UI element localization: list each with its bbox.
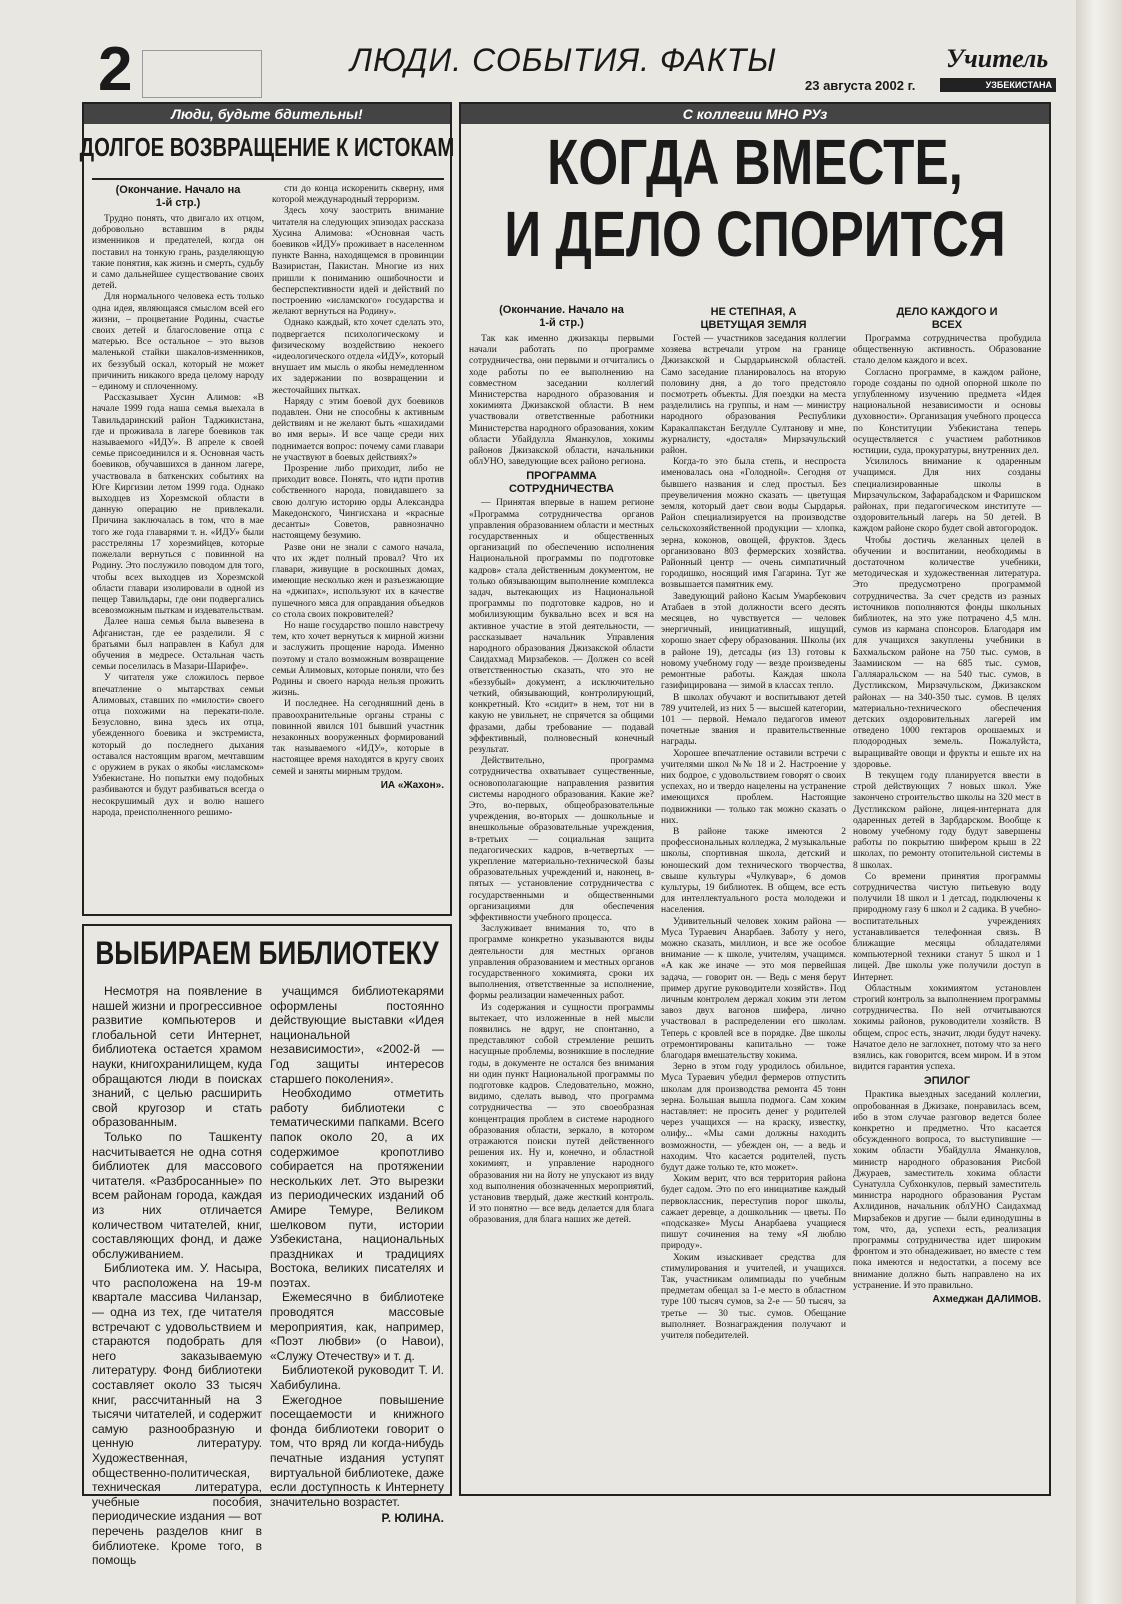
article1-body bbox=[92, 178, 444, 912]
paragraph: Гостей — участников заседания коллегии хозяева встречали утром на границе Джизакской и Сырдарьинской областей. Само заседание планировалось на вторую половину дня, а до того предстояло посмотреть объекты. Для поездки на места разделились на группы, и нам — министру народного образования Республики Каракалпакстан Бегдулле Султанову и мне, журналисту, «досталя» Мирзачульский район. bbox=[661, 334, 846, 457]
article3-sub-epilogue: ЭПИЛОГ bbox=[923, 1075, 971, 1088]
paragraph: Зерно в этом году уродилось обильное, Муса Тураевич убедил фермеров отпустить школам для производства ремонта 45 тонн зерна. Большая вышла подмога. Сам хоким наставляет: не просить денег у родителей через учащихся — на краску, известку, олифу... «Мы сами должны находить возможности, — убежден он, — а ведь и находим. Что касается родителей, пусть будут даже только те, кто может». bbox=[661, 1062, 846, 1174]
article2-headline: ВЫБИРАЕМ БИБЛИОТЕКУ bbox=[95, 935, 439, 971]
paragraph: Необходимо отметить работу библиотеки с тематическими папками. Всего папок около 20, а их содержимое кропотливо собирается на протяжении нескольких лет. Это вырезки из периодических изданий об Амире Темуре, Великом шелковом пути, истории Узбекистана, национальных праздниках и традициях Востока, великих писателях и поэтах. bbox=[270, 1086, 444, 1290]
paragraph: Действительно, программа сотрудничества охватывает существенные, основополагающие направления развития системы народного образования. Какие же? Это, во-первых, общеобразовательные учреждения, во-вторых — дошкольные и внешкольные образовательные учреждения, в-третьих — социальная защита педагогических кадров, в-четвертых — укрепление материально-технической базы образовательных учреждений и, наконец, в-пятых — установление сотрудничества с государственными и общественными организациями для обеспечения эффективности учебного процесса. bbox=[469, 756, 654, 923]
paragraph: В текущем году планируется ввести в строй действующих 7 новых школ. Уже закончено строительство школы на 320 мест в Дустликском районе, лицея-интерната для одаренных детей в Зарбдарском. Вообще к новому учебному году будут завершены работы по покрытию шифером крыш в 22 школах, по ремонту отопительной системы в 8 школах. bbox=[853, 770, 1041, 871]
paragraph: Когда-то это была степь, и неспроста именовалась она «Голодной». Сегодня от бывшего названия и след простыл. Без преувеличения можно сказать — цветущая земля, который дает свои воды Сырдарья. Район специализируется на производстве сельскохозяйственной продукции — хлопка, зерна, коконов, овощей, фруктов. Здесь организовано 803 фермерских хозяйства. Районный центр — очень симпатичный городишко, носящий имя Гагарина. Тут же возвышается памятник ему. bbox=[661, 457, 846, 591]
article1-continuation: (Окончание. Начало на 1-й стр.) bbox=[115, 184, 241, 209]
article3-rubric: С коллегии МНО РУз bbox=[461, 104, 1049, 124]
article1-signature: ИА «Жахон». bbox=[380, 779, 444, 791]
paragraph: Так как именно джизакцы первыми начали работать по программе сотрудничества, они первыми и отчитались о ходе работы по ее выполнению на совместном заседании коллегий Министерства народного образования и хокимията Джизакской области. В нем участвовали ответственные работники Министерства народного образования, хоким области Убайдулла Яманкулов, хокимы районов Джизакской области, начальники облУНО, заведующие всех районо региона. bbox=[469, 334, 654, 468]
article3-headline-line1: КОГДА ВМЕСТЕ, bbox=[547, 126, 963, 198]
paragraph: Заведующий районо Касым Умарбекович Атабаев в этой должности всего десять месяцев, но чувствуется — человек энергичный, инициативный, ищущий, хорошо знает сферу образования. Школы (их в районе 19), детсады (из 13) готовы к новому учебному году — везде произведены ремонтные работы. Каждая школа газифицирована — зимой в классах тепло. bbox=[661, 591, 846, 692]
paragraph: Усилилось внимание к одаренным учащимся. Для них созданы специализированные школы в Мирзачульском, Зафарабадском и Фаришском районах, при педагогическом институте — оздоровительный лагерь на 50 детей. В каждом районе скоро будет свой автогородок. bbox=[853, 457, 1041, 535]
paragraph: Прозрение либо приходит, либо не приходит вовсе. Понять, что идти против собственного народа, повидавшего за свою долгую историю орды Александра Македонского, Чингисхана и «красные десанты» Советов, равнозначно настоящему безумию. bbox=[272, 464, 444, 542]
library-stamp bbox=[142, 50, 262, 98]
article1-headline: ДОЛГОЕ ВОЗВРАЩЕНИЕ К ИСТОКАМ bbox=[79, 132, 455, 162]
paragraph: Со времени принятия программы сотрудничества чистую питьевую воду получили 18 школ и 1 детсад, подключены к природному газу 6 школ и 2 садика. В учебно-воспитательных учреждениях устанавливается телефонная связь. В ближащие месяцы обладателями компьютерной техники станут 5 школ и 1 лицей. Две школы уже получили доступ в Интернет. bbox=[853, 871, 1041, 983]
article-long-return bbox=[79, 102, 455, 916]
article1-column-2 bbox=[272, 184, 444, 908]
paragraph: Из содержания и сущности программы вытекает, что изложенные в ней мысли появились не вдруг, не спонтанно, а представляют собой стремление решить насущные проблемы, возникшие в последние годы, в документе не остался без внимания ни один пункт Национальной программы по подготовке кадров. Следовательно, можно, видимо, сделать вывод, что программа сотрудничества — это своеобразная концентрация проблем в системе народного образования области, зеркало, в котором отражаются поиски путей действенного решения их. Ну и, конечно, и областной хокимият, и управление народного образования ни на йоту не упускают из виду ход выполнения обозначенных мероприятий, установив твердый, даже жесткий контроль. И это понятно — все ведь делается для блага образования, для блага наших же детей. bbox=[469, 1002, 654, 1226]
paragraph: Хоким изыскивает средства для стимулирования и учителей, и учащихся. Так, участникам олимпиады по учебным предметам обещал за 1-е место в областном туре 100 тысяч сумов, за 2-е — 50 тысяч, за третье — 30 тыс. сумов. Обещание выполняет. Вознаграждения получают и учителя победителей. bbox=[661, 1252, 846, 1342]
article1-column-1 bbox=[92, 184, 264, 908]
article3-sub-program: ПРОГРАММА СОТРУДНИЧЕСТВА bbox=[509, 470, 614, 496]
paragraph: Для нормального человека есть только одна идея, являющаяся смыслом всей его жизни, – процветание Родины, счастье своих детей и благословение отца с матерью. Все остальное – это вызов маленькой стайки шакалов-изменников, их беззубый оскал, который не может причинить никакого вреда целому народу – единому и сплоченному. bbox=[92, 292, 264, 393]
article3-signature: Ахмеджан ДАЛИМОВ. bbox=[932, 1294, 1041, 1306]
paragraph: В районе также имеются 2 профессиональных колледжа, 2 музыкальные школы, спортивная школа, детский и юношеский дом технического творчества, свыше культуры «Чулкувар», 6 домов культуры, 19 библиотек. В общем, все есть для интеллектуального роста молодежи и населения. bbox=[661, 826, 846, 916]
paragraph: Хорошее впечатление оставили встречи с учителями школ №№ 18 и 2. Настроение у них бодрое, с удовольствием говорят о своих успехах, но и твердо нацелены на устранение имеющихся проблем. Настоящие подвижники — только так можно сказать о них. bbox=[661, 748, 846, 826]
paragraph: Наряду с этим боевой дух боевиков подавлен. Они не способны к активным действиям и не желают быть «шахидами во имя веры». И все чаще среди них поднимается вопрос: почему сами главари не участвуют в боевых действиях?» bbox=[272, 396, 444, 463]
article-together bbox=[459, 102, 1051, 1496]
paragraph: Однако каждый, кто хочет сделать это, подвергается психологическому и физическому воздействию некоего «идеологического отдела «ИДУ», который внушает им мысль о якобы немедленном их задержании по возвращении и жесточайших пытках. bbox=[272, 318, 444, 396]
article2-signature: Р. ЮЛИНА. bbox=[381, 1511, 444, 1526]
paragraph: — Принятая впервые в нашем регионе «Программа сотрудничества органов управления образованием области и местных государственных и общественных организаций по обеспечению исполнения Национальной программы по подготовке кадров» стала действенным документом, не только обязывающим выполнение комплекса задач, вытекающих из Национальной программы по подготовке кадров, но и мобилизующим буквально всех и вся на активное участие в этой деятельности, — рассказывает начальник Управления народного образования Джизакской области Саидахмад Мирзабеков. — Должен со всей ответственностью сказать, что это не «беззубый» документ, а исключительно четкий, обязывающий, контролирующий, конкретный. Кто «сидит» в нем, тот ни в какую не увильнет, не спрячется за общими фразами, дабы требование — подавай эффективный, полновесный конечный результат. bbox=[469, 498, 654, 755]
article3-column-3 bbox=[853, 304, 1041, 1490]
paragraph: Библиотекой руководит Т. И. Хабибулина. bbox=[270, 1363, 444, 1393]
article3-column-1 bbox=[469, 304, 654, 1490]
paragraph: Чтобы достичь желанных целей в обучении и воспитании, необходимы в достаточном количестве учебники, методическая и художественная литература. Это предусмотрено программой сотрудничества. За счет средств из разных источников пополняются фонды школьных библиотек, на это уже потрачено 4,5 млн. сумов из кармана спонсоров. Благодаря им для учащихся закуплены учебники в Бахмальском районе на 750 тыс. сумов, в Заамииском — на 685 тыс. сумов, Галляаральском — на 540 тыс. сумов, в Дустликском, Мирзачульском, Джизакском районах — на 340-350 тыс. сумов. В целях материально-технического обеспечения детских оздоровительных лагерей им отведено 1000 гектаров орошаемых и плодородных земель. Пожалуйста, выращивайте овощи и фрукты и ешьте их на здоровье. bbox=[853, 535, 1041, 770]
paragraph: Программа сотрудничества пробудила общественную активность. Образование стало делом каждого и всех. bbox=[853, 334, 1041, 367]
paragraph: Заслуживает внимания то, что в программе конкретно указываются виды деятельности для местных органов управления образованием и местных органов государственного хокимията, сроки их выполнения, ответственные за исполнение, формы реализации намеченных работ. bbox=[469, 924, 654, 1002]
article3-continuation: (Окончание. Начало на 1-й стр.) bbox=[499, 304, 624, 329]
paragraph: Ежемесячно в библиотеке проводятся массовые мероприятия, как, например, «Поэт любви» (о Навои), «Служу Отечеству» и т. д. bbox=[270, 1290, 444, 1363]
paragraph: Согласно программе, в каждом районе, городе созданы по одной опорной школе по углубленному изучению предмета «Идея национальной независимости и основы духовности». Организация учебного процесса по Конституции Узбекистана теперь осуществляется с участием работников юстиции, суда, прокуратуры, внутренних дел. bbox=[853, 367, 1041, 457]
paragraph: Удивительный человек хоким района — Муса Тураевич Анарбаев. Заботу у него, можно сказать, миллион, и все же особое внимание — к школе, учителям, учащимся. «А как же иначе — это моя первейшая задача, — говорит он. — Ведь с меня берут пример другие руководители хозяйств». Под личным контролем держал хоким эти летом завоз двух вагонов шифера, лично участвовал в распределении его школам. Теперь с кровлей все в порядке. Две школы отремонтированы капитально — тоже благодаря вмешательству хокима. bbox=[661, 916, 846, 1061]
article2-column-1 bbox=[92, 984, 262, 1568]
paragraph: Разве они не знали с самого начала, что их ждет полный провал? Что их главари, живущие в роскошных домах, имеющие несколько жен и разъезжающие на «джипах», используют их в качестве пушечного мяса для оправдания объедков со стола своих покровителей? bbox=[272, 542, 444, 620]
article3-sub-land: НЕ СТЕПНАЯ, А ЦВЕТУЩАЯ ЗЕМЛЯ bbox=[700, 306, 807, 331]
article2-column-2 bbox=[270, 984, 444, 1526]
paragraph: Далее наша семья была вывезена в Афганистан, где ее разделили. Я с братьями был направлен в Кабул для обучения в медресе. Остальная часть семьи поселилась в Мазари-Шарифе». bbox=[92, 617, 264, 673]
paragraph: Несмотря на появление в нашей жизни и прогрессивное развитие компьютеров и глобальной сети Интернет, библиотека остается храмом науки, книгохранилищем, куда обращаются люди в поисках знаний, с целью расширить свой кругозор и стать образованным. bbox=[92, 984, 262, 1130]
paragraph: Только по Ташкенту насчитывается не одна сотня библиотек для массового читателя. «Разбросанные» по всем районам города, каждая из них отличается количеством читателей, книг, составляющих фонд, и даже обслуживанием. bbox=[92, 1129, 262, 1261]
paragraph: И последнее. На сегодняшний день в правоохранительные органы страны с повинной явился 101 бывший участник незаконных вооруженных формирований так называемого «ИДУ», которые в настоящее время находятся в кругу своих семей и заняты мирным трудом. bbox=[272, 699, 444, 777]
logo-country: УЗБЕКИСТАНА bbox=[940, 78, 1056, 92]
page-number: 2 bbox=[98, 35, 133, 104]
paragraph: Библиотека им. У. Насыра, что расположена на 19-м квартале массива Чиланзар, — одна из тех, где читателя встречают с удовольствием и стараются подобрать для него заказываемую литературу. Фонд библиотеки составляет около 33 тысяч книг, рассчитанный на 3 тысячи читателей, и содержит самую разнообразную и ценную литературу. Художественная, общественно-политическая, техническая литература, учебные пособия, периодические издания — вот перечень разделов книг в библиотеке. Кроме того, в помощь bbox=[92, 1261, 262, 1568]
paragraph: Но наше государство пошло навстречу тем, кто хочет вернуться к мирной жизни и заслужить прощение народа. Именно поэтому и стало возможным возвращение семьи Алимовых, которые поняли, что без Родины и своего народа нельзя прожить жизнь. bbox=[272, 620, 445, 699]
paragraph: Трудно понять, что двигало их отцом, добровольно вставшим в ряды изменников и предателей, когда он поставил на тонкую грань, разделяющую такие понятия, как жизнь и смерть, судьбу и само дальнейшее существование своих детей. bbox=[92, 214, 264, 292]
paragraph: Здесь хочу заострить внимание читателя на следующих эпизодах рассказа Хусина Алимова: «Основная часть боевиков «ИДУ» проживает в населенном пункте Ванна, находящемся в провинции Вазиристан, Пакистан. Многие из них пришли к пониманию ошибочности и бесперспективности идей и действий по построению «исламского» государства и желают вернуться на Родину». bbox=[272, 206, 444, 318]
page-edge bbox=[1076, 0, 1122, 1604]
paragraph: Практика выездных заседаний коллегии, опробованная в Джизаке, понравилась всем, ибо в этом случае разговор ведется более конкретно и предметно. Что касается обсужденного вопроса, то выступившие — хоким области Убайдулла Яманкулов, министр народного образования Рисбой Джураев, заместитель хокима области Сунатулла Субхонкулов, первый заместитель министра народного образования Рустам Ахлидинов, начальник облУНО Саидахмад Мирзабеков и другие — были единодушны в том, что, да, успехи есть, реализация программы сотрудничества идет широким фронтом и это обнадеживает, но вместе с тем пока имеются и недостатки, а посему все внимание должно быть направлено на их устранение. И это правильно. bbox=[853, 1090, 1041, 1291]
article3-sub-everyone: ДЕЛО КАЖДОГО И ВСЕХ bbox=[896, 306, 998, 331]
paragraph: Областным хокимиятом установлен строгий контроль за выполнением программы сотрудничества. По ней отчитываются хокимы районов, руководители хозяйств. В общем, спрос есть, значит, люди будут начеку. Начатое дело не заглохнет, потому что за него взялись, как говорится, всем миром. И в этом видится гарантия успеха. bbox=[853, 983, 1041, 1073]
paragraph: Рассказывает Хусин Алимов: «В начале 1999 года наша семья выехала в Тавильдаринский район Таджикистана, где и проживала в лагере боевиков так называемого «ИДУ». В апреле к своей семье присоединился и я. Основная часть боевиков, обучавшихся в данном лагере, участвовала в баткенских событиях на Юге Киргизии летом 1999 года. Однако выходцев из Хорезмской области в данную операцию не привлекали. Причина заключалась в том, что в мае того же года главарями т. н. «ИДУ» были расстреляны 17 хорезмийцев, которые пожелали вернуться с повинной на Родину. Это послужило поводом для того, чтобы всех выходцев из Хорезмской области главари изолировали в одной из пещер Тавильдары, где они подвергались всевозможным пыткам и издевательствам. bbox=[92, 393, 264, 617]
article3-column-2 bbox=[661, 304, 846, 1490]
logo-script: Учитель bbox=[946, 44, 1049, 73]
paragraph: Хоким верит, что вся территория района будет садом. Это по его инициативе каждый первоклассник, переступив порог школы, сажает деревце, а дошкольник — цветы. По «подсказке» Мусы Анарбаева учащиеся пишут сочинения на тему «Я люблю природу». bbox=[661, 1174, 846, 1252]
newspaper-logo bbox=[940, 44, 1060, 94]
article-library bbox=[82, 924, 452, 1568]
paragraph: сти до конца искоренить скверну, имя которой международный терроризм. bbox=[272, 184, 444, 206]
article3-headline-line2: И ДЕЛО СПОРИТСЯ bbox=[504, 198, 1006, 270]
paragraph: В школах обучают и воспитывают детей 789 учителей, из них 5 — высшей категории, 101 — первой. Немало педагогов имеют почетные звания и правительственные награды. bbox=[661, 692, 846, 748]
issue-date: 23 августа 2002 г. bbox=[805, 78, 916, 93]
section-title: ЛЮДИ. СОБЫТИЯ. ФАКТЫ bbox=[350, 42, 777, 78]
article1-rubric: Люди, будьте бдительны! bbox=[84, 104, 450, 124]
masthead bbox=[80, 35, 1070, 104]
paragraph: Ежегодное повышение посещаемости и книжного фонда библиотеки говорит о том, что вряд ли когда-нибудь печатные издания уступят виртуальной библиотеке, даже если доступность к Интернету значительно возрастет. bbox=[270, 1392, 444, 1509]
paragraph: У читателя уже сложилось первое впечатление о мытарствах семьи Алимовых, ставших по «милости» своего отца похожими на перекати-поле. Безусловно, вина здесь их отца, убежденного боевика и экстремиста, который до последнего дыхания оставался настоящим врагом, мечтавшим с оружием в руках о якобы «исламском» Узбекистане. Но попытки ему подобных разбиваются и будут разбиваться всегда о несокрушимый дух и волю нашего народа, преисполненного решимо- bbox=[92, 673, 264, 818]
paragraph: учащимся библиотекарями оформлены постоянно действующие выставки «Идея национальной независимости», «2002-й — Год защиты интересов старшего поколения». bbox=[270, 984, 444, 1086]
